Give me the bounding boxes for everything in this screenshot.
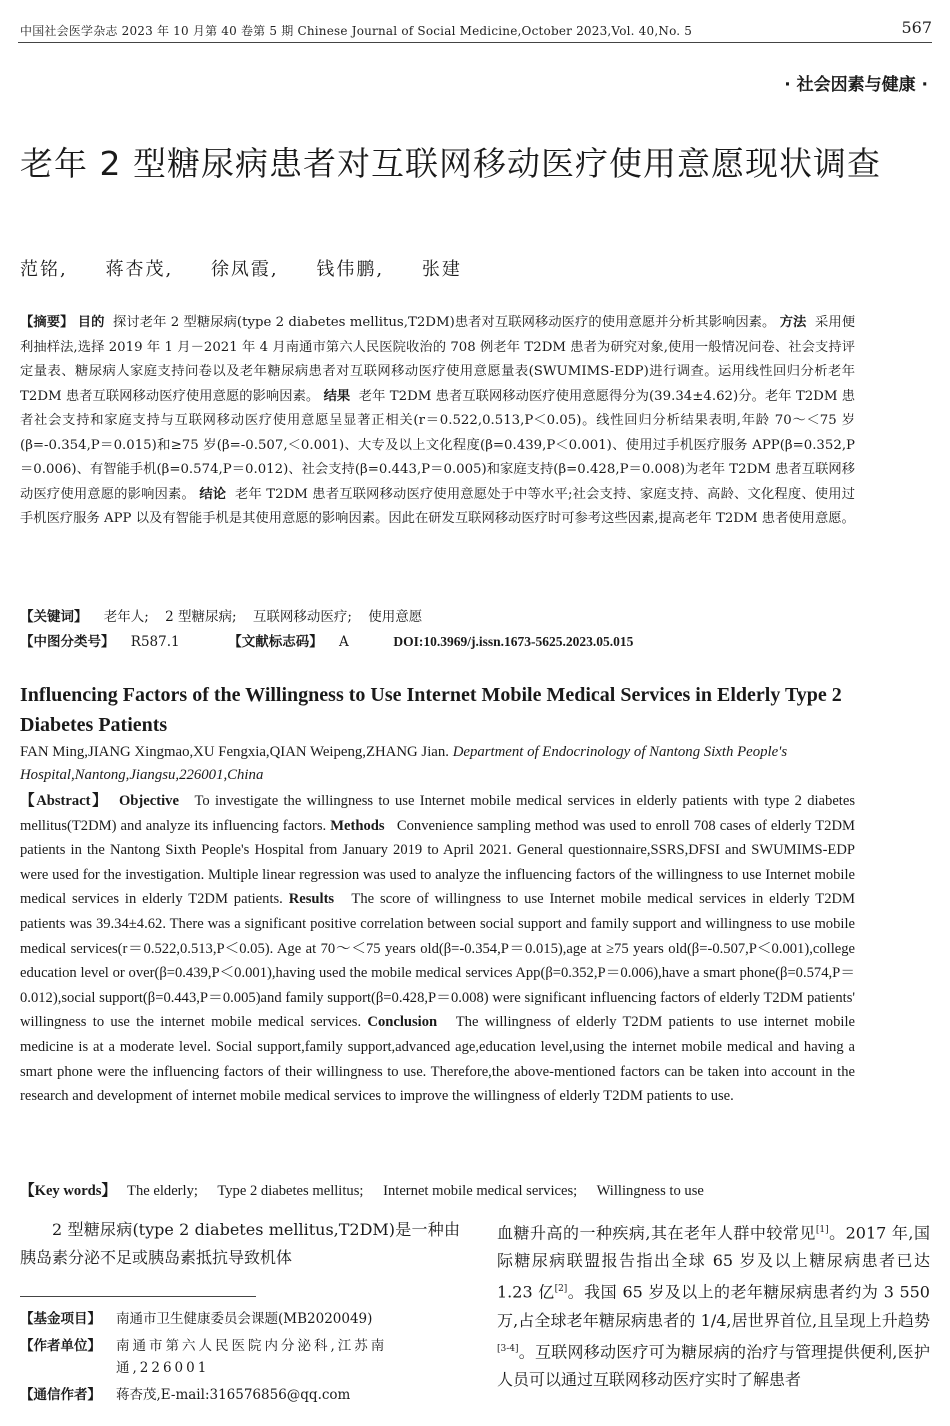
keywords-en — [20, 1179, 720, 1200]
footnote-label: 【基金项目】 — [20, 1311, 101, 1327]
footnote-funding — [20, 1308, 465, 1330]
citation[interactable]: [2] — [554, 1284, 568, 1295]
keyword: 2 型糖尿病; — [165, 609, 237, 625]
page-number: 567 — [901, 18, 932, 37]
author: 徐凤霞, — [210, 259, 279, 280]
en-methods-label: Methods — [330, 817, 385, 834]
abstract-label: 【摘要】 — [20, 315, 74, 330]
keyword: 老年人; — [103, 609, 149, 625]
methods-label: 方法 — [779, 315, 807, 330]
en-results-label: Results — [288, 891, 335, 908]
en-keyword: Willingness to use — [596, 1183, 704, 1199]
doc-code-label: 【文献标志码】 — [228, 634, 323, 650]
body-text: 。我国 65 岁及以上的老年糖尿病患者约为 3 550 万,占全球老年糖尿病患者的 1/4,居世界首位,且呈现上升趋势 — [497, 1282, 930, 1330]
objective-text: 探讨老年 2 型糖尿病(type 2 diabetes mellitus,T2DM)患者对互联网移动医疗的使用意愿并分析其影响因素。 — [113, 315, 776, 330]
footnote-text: 蒋杏茂,E-mail:316576856@qq.com — [116, 1387, 351, 1403]
body-text: 。互联网移动医疗可为糖尿病的治疗与管理提供便利,医护人员可以通过互联网移动医疗实时了解患者 — [497, 1341, 930, 1389]
english-title: Influencing Factors of the Willingness to Use Internet Mobile Medical Services in Elderly Type 2 Diabetes Patients — [20, 684, 842, 736]
classification-row — [20, 630, 633, 650]
en-conclusion-label: Conclusion — [367, 1014, 438, 1031]
abstract-en — [20, 789, 855, 1109]
footnote-label: 【作者单位】 — [20, 1338, 101, 1354]
en-abstract-label: 【Abstract】 — [20, 793, 109, 809]
header-rule — [18, 42, 932, 43]
body-col1: 2 型糖尿病(type 2 diabetes mellitus,T2DM)是一种由胰岛素分泌不足或胰岛素抵抗导致机体 — [20, 1220, 460, 1267]
page-title: 老年 2 型糖尿病患者对互联网移动医疗使用意愿现状调查 — [20, 144, 881, 183]
keyword: 互联网移动医疗; — [252, 609, 352, 625]
results-text: 老年 T2DM 患者互联网移动医疗使用意愿得分为(39.34±4.62)分。老年 T2DM 患者社会支持和家庭支持与互联网移动医疗使用意愿呈显著正相关(r＝0.522,0.513,P＜0.05)。线性回归分析结果表明,年龄 70～＜75 岁(β=-0.354,P＝0.015)和≥75 岁(β=-0.507,＜0.001)、大专及以上文化程度(β=0.439,P＜0.001)、使用过手机医疗服务 APP(β=0.352,P＝0.006)、有智能手机(β=0.574,P＝0.012)、社会支持(β=0.443,P＝0.005)和家庭支持(β=0.428,P＝0.008)为老年 T2DM 患者互联网移动医疗使用意愿的影响因素。 — [20, 388, 856, 502]
footnote-rule — [20, 1296, 256, 1297]
author-list — [20, 255, 478, 281]
keywords-cn — [20, 605, 422, 625]
doi: DOI:10.3969/j.issn.1673-5625.2023.05.015 — [393, 634, 634, 649]
english-authors — [20, 741, 855, 787]
abstract-cn — [20, 311, 855, 532]
en-keyword: Type 2 diabetes mellitus; — [217, 1183, 364, 1199]
citation[interactable]: [1] — [815, 1225, 829, 1235]
en-objective-label: Objective — [118, 793, 179, 809]
body-text: 。2017 年,国际糖尿病联盟报告指出全球 65 岁及以上糖尿病患者已达 1.23 亿 — [497, 1223, 930, 1302]
en-keywords-label: 【Key words】 — [20, 1183, 117, 1199]
english-author-names: FAN Ming,JIANG Xingmao,XU Fengxia,QIAN Weipeng,ZHANG Jian. — [20, 744, 449, 760]
footnote-correspondence — [20, 1384, 465, 1406]
footnote-text: 南通市第六人民医院内分泌科,江苏南通,226001 — [116, 1338, 388, 1376]
author: 钱伟鹏, — [316, 259, 385, 280]
running-head: 中国社会医学杂志 2023 年 10 月第 40 卷第 5 期 Chinese Journal of Social Medicine,October 2023,Vol. 40,No. 5 — [20, 24, 693, 38]
en-objective-text: To investigate the willingness to use Internet mobile medical services in elderly patients with type 2 diabetes mellitus(T2DM) and analyze its influencing factors. — [20, 793, 856, 834]
citation[interactable]: [3-4] — [497, 1343, 519, 1354]
author: 蒋杏茂, — [105, 259, 174, 280]
author: 范铭, — [20, 259, 68, 280]
section-label: · 社会因素与健康 · — [784, 75, 928, 95]
clc-value: R587.1 — [130, 634, 180, 650]
results-label: 结果 — [323, 388, 351, 404]
en-keyword: The elderly; — [127, 1183, 198, 1199]
en-methods-text: Convenience sampling method was used to enroll 708 cases of elderly T2DM patients in the Nantong Sixth People's Hospital from January 2019 to April 2021. General questionnaire,SSRS,DFSI and SWUMIMS-EDP were used for the investigation. Multiple linear regression was used to analyze the influencing factors of the willingness to use Internet mobile medical services in elderly T2DM patients. — [20, 817, 855, 908]
en-results-text: The score of willingness to use Internet mobile medical services in elderly T2DM patients was 39.34±4.62. There was a significant positive correlation between social support and family support and willingness to use mobile medical services(r＝0.522,0.513,P＜0.05). Age at 70～＜75 years old(β=-0.354,P＝0.015),age at ≥75 years old(β=-0.507,P＜0.001),college education level or over(β=0.439,P＜0.001),having used the mobile medical services App(β=0.352,P＝0.006),have a smart phone(β=0.574,P＝0.012),social support(β=0.443,P＝0.005)and family support(β=0.428,P＝0.008) were significant influencing factors of elderly T2DM patients' willingness to use the internet mobile medical services. — [20, 891, 856, 1031]
methods-text: 采用便利抽样法,选择 2019 年 1 月－2021 年 4 月南通市第六人民医院收治的 708 例老年 T2DM 患者为研究对象,使用一般情况问卷、社会支持评定量表、糖尿病人家庭支持问卷以及老年糖尿病患者对互联网移动医疗使用意愿量表(SWUMIMS-EDP)进行调查。运用线性回归分析老年 T2DM 患者互联网移动医疗使用意愿的影响因素。 — [20, 315, 855, 404]
clc-label: 【中图分类号】 — [20, 634, 115, 650]
conclusion-text: 老年 T2DM 患者互联网移动医疗使用意愿处于中等水平;社会支持、家庭支持、高龄、文化程度、使用过手机医疗服务 APP 以及有智能手机是其使用意愿的影响因素。因此在研发互联网移动医疗时可参考这些因素,提高老年 T2DM 患者使用意愿。 — [20, 486, 855, 526]
doc-code-value: A — [339, 634, 349, 650]
body-text: 血糖升高的一种疾病,其在老年人群中较常见 — [497, 1223, 816, 1243]
body-col2 — [497, 1216, 930, 1394]
keywords-label: 【关键词】 — [20, 609, 88, 625]
conclusion-label: 结论 — [199, 486, 227, 502]
footnote-text: 南通市卫生健康委员会课题(MB2020049) — [116, 1311, 373, 1327]
en-keyword: Internet mobile medical services; — [383, 1183, 578, 1199]
footnote-affiliation — [20, 1335, 465, 1379]
english-affiliation: Department of Endocrinology of Nantong Sixth People's Hospital,Nantong,Jiangsu,226001,China — [20, 744, 788, 783]
en-conclusion-text: The willingness of elderly T2DM patients to use internet mobile medicine is at a moderate level. Social support,family support,advanced age,education level,using the internet mobile medical and having a smart phone were the influencing factors of their willingness to use. Therefore,the above-mentioned factors can be taken into account in the research and development of internet mobile medical services to improve the willingness of elderly T2DM patients to use. — [20, 1014, 855, 1105]
objective-label: 目的 — [77, 315, 105, 330]
keyword: 使用意愿 — [368, 609, 423, 625]
author: 张建 — [421, 259, 462, 280]
footnote-label: 【通信作者】 — [20, 1387, 101, 1403]
